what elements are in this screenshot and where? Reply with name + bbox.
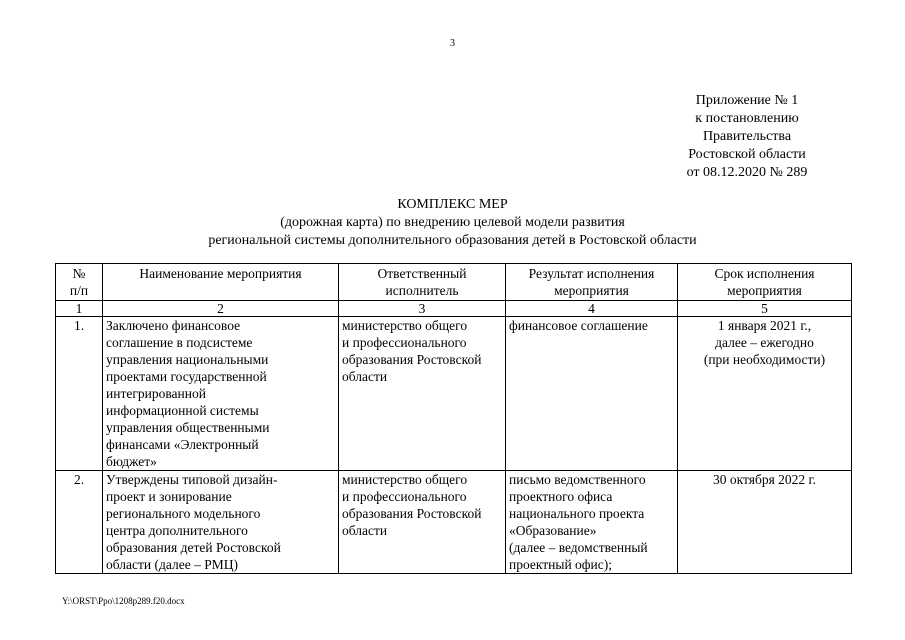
column-number: 1 — [56, 301, 103, 317]
file-path-footer: Y:\ORST\Ppo\1208p289.f20.docx — [62, 596, 185, 606]
column-number-row — [56, 301, 852, 317]
appendix-line: к постановлению — [695, 111, 799, 126]
table-row — [56, 471, 852, 574]
appendix-block — [667, 92, 827, 182]
header-result: Результат исполнения мероприятия — [506, 264, 678, 301]
execution-result: письмо ведомственного проектного офиса национального проекта «Образование» (далее – ведомственный проектный офис); — [506, 471, 678, 574]
column-number: 5 — [678, 301, 852, 317]
header-name: Наименование мероприятия — [103, 264, 339, 301]
execution-term: 30 октября 2022 г. — [678, 471, 852, 574]
table-header-row — [56, 264, 852, 301]
document-subtitle-line-1: (дорожная карта) по внедрению целевой модели развития — [280, 215, 625, 230]
document-title: КОМПЛЕКС МЕР — [397, 197, 508, 212]
appendix-line: Приложение № 1 — [695, 93, 799, 108]
column-number: 3 — [339, 301, 506, 317]
document-subtitle-line-2: региональной системы дополнительного образования детей в Ростовской области — [208, 233, 697, 248]
header-executor: Ответственный исполнитель — [339, 264, 506, 301]
row-number: 1. — [56, 317, 103, 471]
header-term: Срок исполнения мероприятия — [678, 264, 852, 301]
event-name: Заключено финансовое соглашение в подсистеме управления национальными проектами государственной интегрированной информационной системы управления общественными финансами «Электронный бюджет» — [103, 317, 339, 471]
measures-table — [55, 263, 852, 574]
execution-result: финансовое соглашение — [506, 317, 678, 471]
appendix-line: Правительства — [702, 129, 792, 144]
column-number: 2 — [103, 301, 339, 317]
responsible-executor: министерство общего и профессионального образования Ростовской области — [339, 317, 506, 471]
table-row — [56, 317, 852, 471]
appendix-line: от 08.12.2020 № 289 — [686, 165, 808, 180]
document-heading — [0, 196, 905, 250]
header-num: № п/п — [56, 264, 103, 301]
row-number: 2. — [56, 471, 103, 574]
column-number: 4 — [506, 301, 678, 317]
responsible-executor: министерство общего и профессионального образования Ростовской области — [339, 471, 506, 574]
execution-term: 1 января 2021 г., далее – ежегодно (при необходимости) — [678, 317, 852, 471]
appendix-line: Ростовской области — [688, 147, 806, 162]
event-name: Утверждены типовой дизайн- проект и зонирование регионального модельного центра дополнительного образования детей Ростовской области (далее – РМЦ) — [103, 471, 339, 574]
page-number: 3 — [450, 38, 455, 49]
